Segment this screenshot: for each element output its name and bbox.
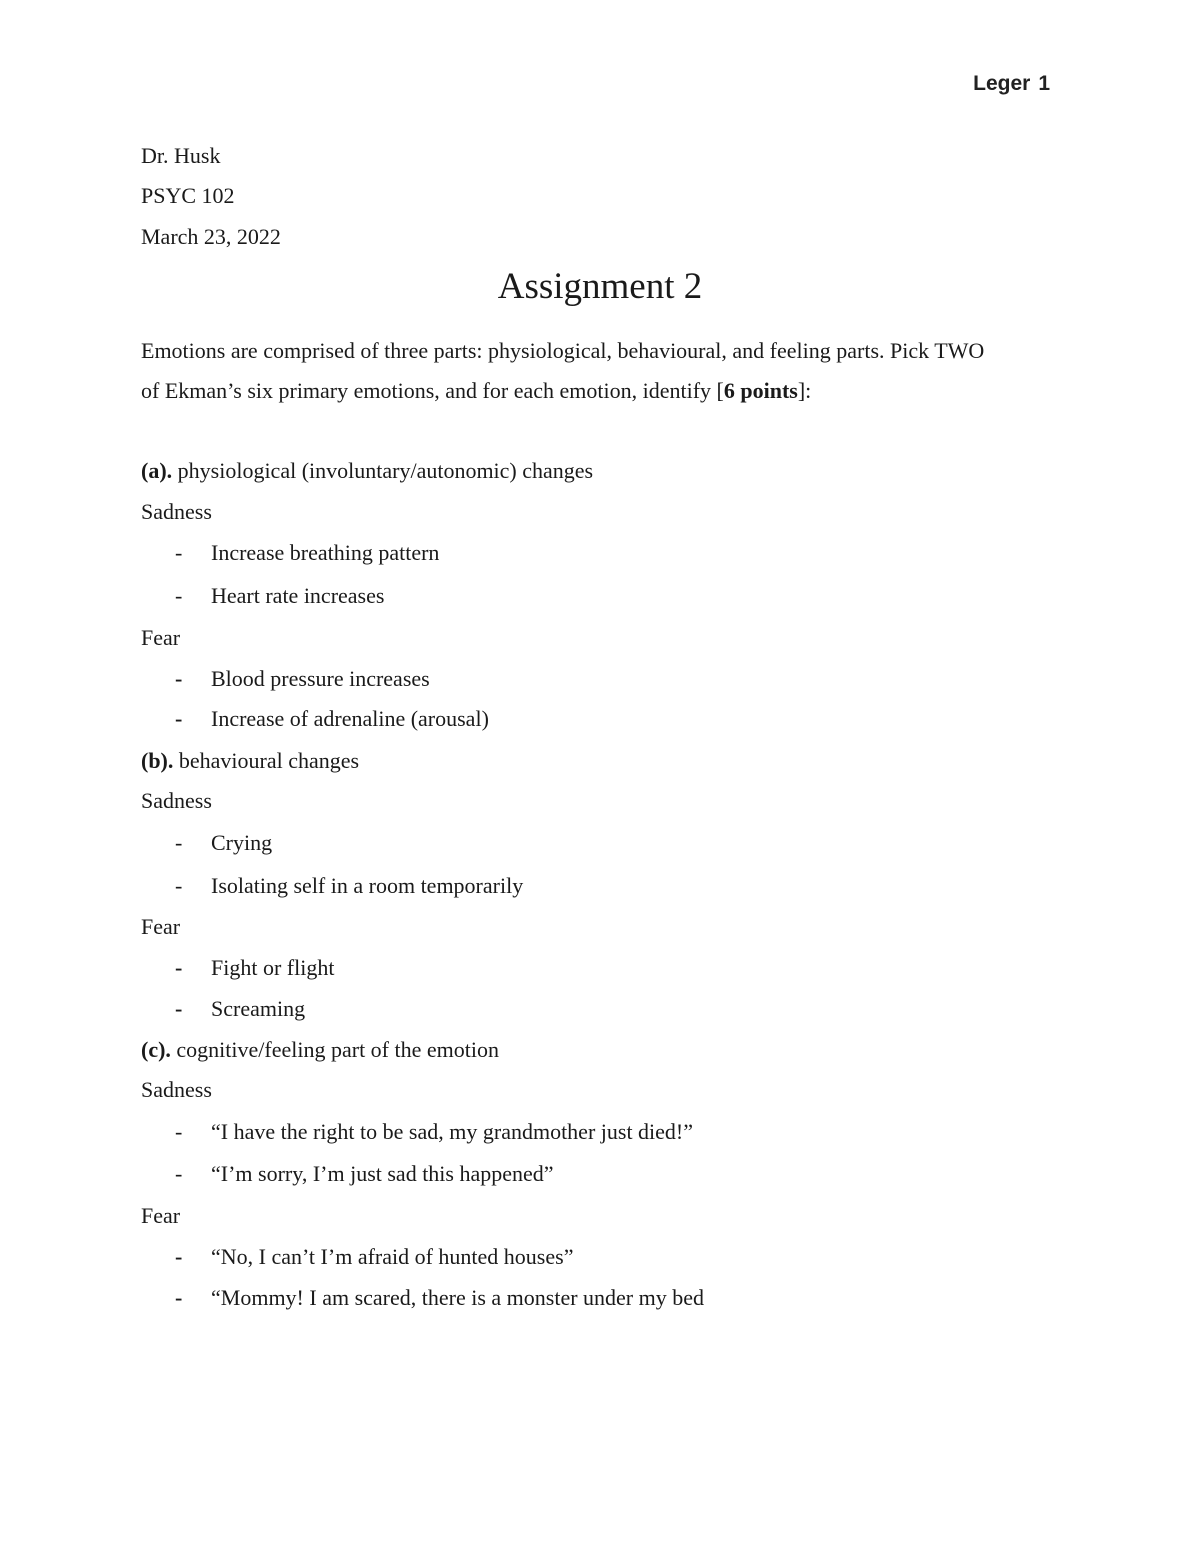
section-a-heading xyxy=(141,457,593,485)
prompt-points: 6 points xyxy=(723,378,798,403)
bullet-dash: - xyxy=(175,873,183,898)
section-a-fear-label: Fear xyxy=(141,625,181,650)
bullet-dash: - xyxy=(175,1119,183,1144)
list-item-text: Increase breathing pattern xyxy=(211,540,440,565)
list-item-text: Increase of adrenaline (arousal) xyxy=(211,706,489,731)
bullet-dash: - xyxy=(175,583,183,608)
bullet-dash: - xyxy=(175,1244,183,1269)
bullet-dash: - xyxy=(175,706,183,731)
list-item-text: Heart rate increases xyxy=(211,583,385,608)
assignment-date: March 23, 2022 xyxy=(141,224,281,249)
section-a-label: (a). xyxy=(141,458,173,483)
list-item-text: “I’m sorry, I’m just sad this happened” xyxy=(211,1161,554,1186)
section-b-sadness-label: Sadness xyxy=(141,788,212,813)
section-c-fear-label: Fear xyxy=(141,1203,181,1228)
list-item-text: Screaming xyxy=(211,996,306,1021)
bullet-dash: - xyxy=(175,996,183,1021)
section-b-fear-label: Fear xyxy=(141,914,181,939)
bullet-dash: - xyxy=(175,830,183,855)
bullet-dash: - xyxy=(175,666,183,691)
list-item-text: “Mommy! I am scared, there is a monster under my bed xyxy=(211,1285,705,1310)
page-header xyxy=(973,72,1050,96)
list-item-text: Blood pressure increases xyxy=(211,666,430,691)
section-c-title: cognitive/feeling part of the emotion xyxy=(170,1037,499,1062)
list-item-text: “I have the right to be sad, my grandmother just died!” xyxy=(211,1119,694,1144)
prompt-line-2-end: ]: xyxy=(797,378,812,403)
section-c-sadness-label: Sadness xyxy=(141,1077,212,1102)
prompt-line-2 xyxy=(141,377,811,405)
list-item-text: Fight or flight xyxy=(211,955,335,980)
list-item-text: “No, I can’t I’m afraid of hunted houses” xyxy=(211,1244,574,1269)
list-item-text: Isolating self in a room temporarily xyxy=(211,873,524,898)
bullet-dash: - xyxy=(175,955,183,980)
instructor-name: Dr. Husk xyxy=(141,143,221,168)
bullet-dash: - xyxy=(175,1161,183,1186)
section-c-label: (c). xyxy=(141,1037,171,1062)
course-code: PSYC 102 xyxy=(141,183,235,208)
section-c-heading xyxy=(141,1036,499,1064)
bullet-dash: - xyxy=(175,540,183,565)
section-b-title: behavioural changes xyxy=(173,748,360,773)
list-item-text: Crying xyxy=(211,830,273,855)
page-title: Assignment 2 xyxy=(497,266,703,307)
section-b-label: (b). xyxy=(141,748,174,773)
section-a-title: physiological (involuntary/autonomic) changes xyxy=(172,458,594,483)
section-a-sadness-label: Sadness xyxy=(141,499,212,524)
prompt-line-2-start: of Ekman’s six primary emotions, and for each emotion, identify [ xyxy=(141,378,724,403)
header-page-number: 1 xyxy=(1038,72,1050,95)
prompt-line-1: Emotions are comprised of three parts: physiological, behavioural, and feeling parts. Pick TWO xyxy=(141,338,985,363)
header-author: Leger xyxy=(973,72,1031,95)
section-b-heading xyxy=(141,747,359,775)
bullet-dash: - xyxy=(175,1285,183,1310)
